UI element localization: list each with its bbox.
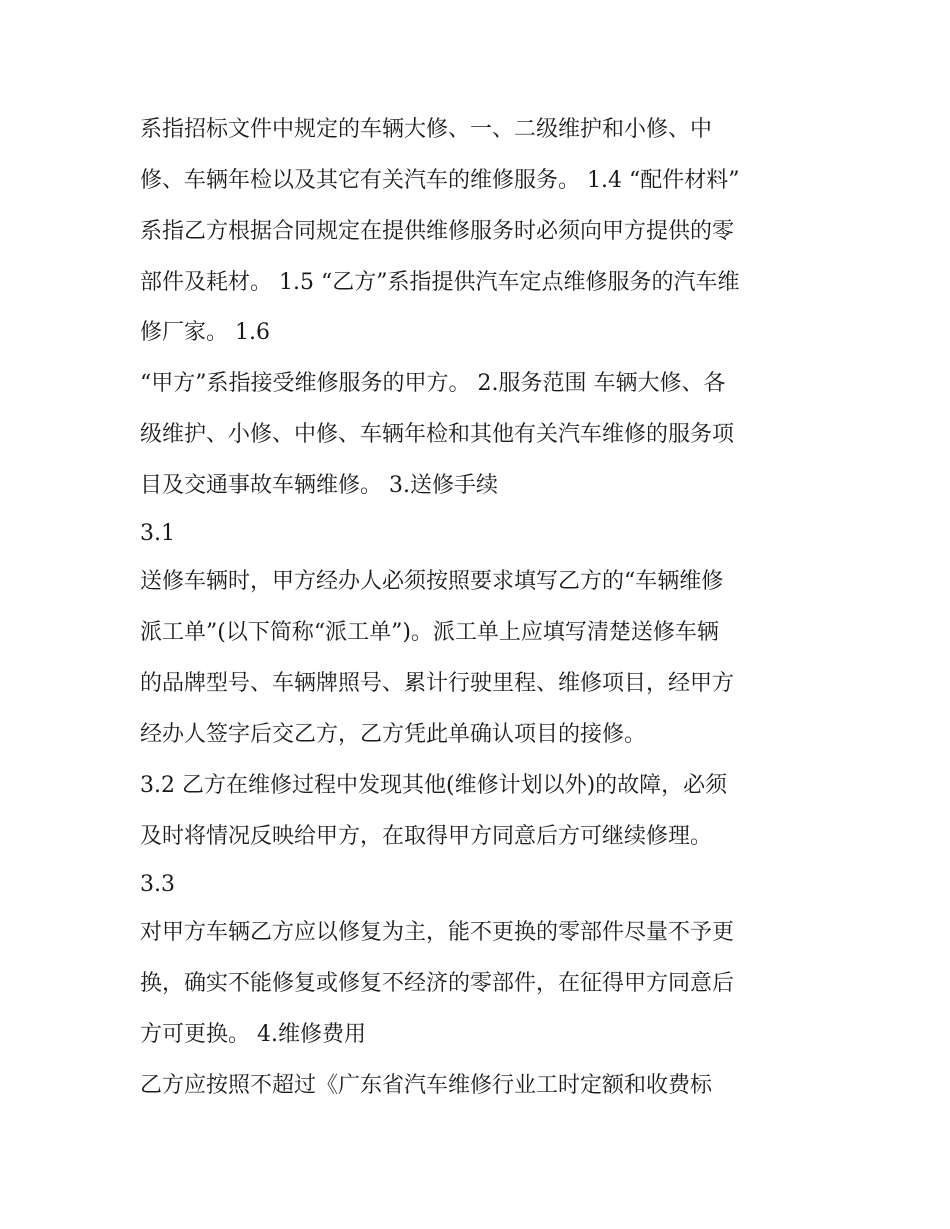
text-line: 级维护、小修、中修、车辆年检和其他有关汽车维修的服务项 — [140, 422, 735, 447]
text-line: 方可更换。 4.维修费用 — [140, 1022, 366, 1047]
text-line: 的品牌型号、车辆牌照号、累计行驶里程、维修项目，经甲方 — [140, 671, 735, 696]
text-line: 及时将情况反映给甲方，在取得甲方同意后方可继续修理。 — [140, 824, 713, 849]
text-line: 目及交通事故车辆维修。 3.送修手续 — [140, 473, 498, 498]
text-line: 部件及耗材。 1.5 “乙方”系指提供汽车定点维修服务的汽车维 — [140, 270, 740, 295]
text-line: 乙方应按照不超过《广东省汽车维修行业工时定额和收费标 — [140, 1073, 713, 1098]
text-line: 换，确实不能修复或修复不经济的零部件，在征得甲方同意后 — [140, 971, 735, 996]
text-line: 系指招标文件中规定的车辆大修、一、二级维护和小修、中 — [140, 117, 713, 142]
text-line: 系指乙方根据合同规定在提供维修服务时必须向甲方提供的零 — [140, 219, 735, 244]
section-number: 3.1 — [140, 521, 175, 546]
section-number: 3.3 — [140, 872, 175, 897]
text-line: 修厂家。 1.6 — [140, 320, 270, 345]
document-body — [140, 104, 820, 1111]
text-line: 派工单”(以下简称“派工单”)。派工单上应填写清楚送修车辆 — [140, 620, 719, 645]
text-line: 修、车辆年检以及其它有关汽车的维修服务。 1.4 “配件材料” — [140, 168, 740, 193]
text-line: “甲方”系指接受维修服务的甲方。 2.服务范围 车辆大修、各 — [140, 371, 726, 396]
text-line: 送修车辆时，甲方经办人必须按照要求填写乙方的“车辆维修 — [140, 569, 724, 594]
text-line: 对甲方车辆乙方应以修复为主，能不更换的零部件尽量不予更 — [140, 920, 735, 945]
text-line: 3.2 乙方在维修过程中发现其他(维修计划以外)的故障，必须 — [140, 773, 728, 798]
text-line: 经办人签字后交乙方，乙方凭此单确认项目的接修。 — [140, 722, 647, 747]
